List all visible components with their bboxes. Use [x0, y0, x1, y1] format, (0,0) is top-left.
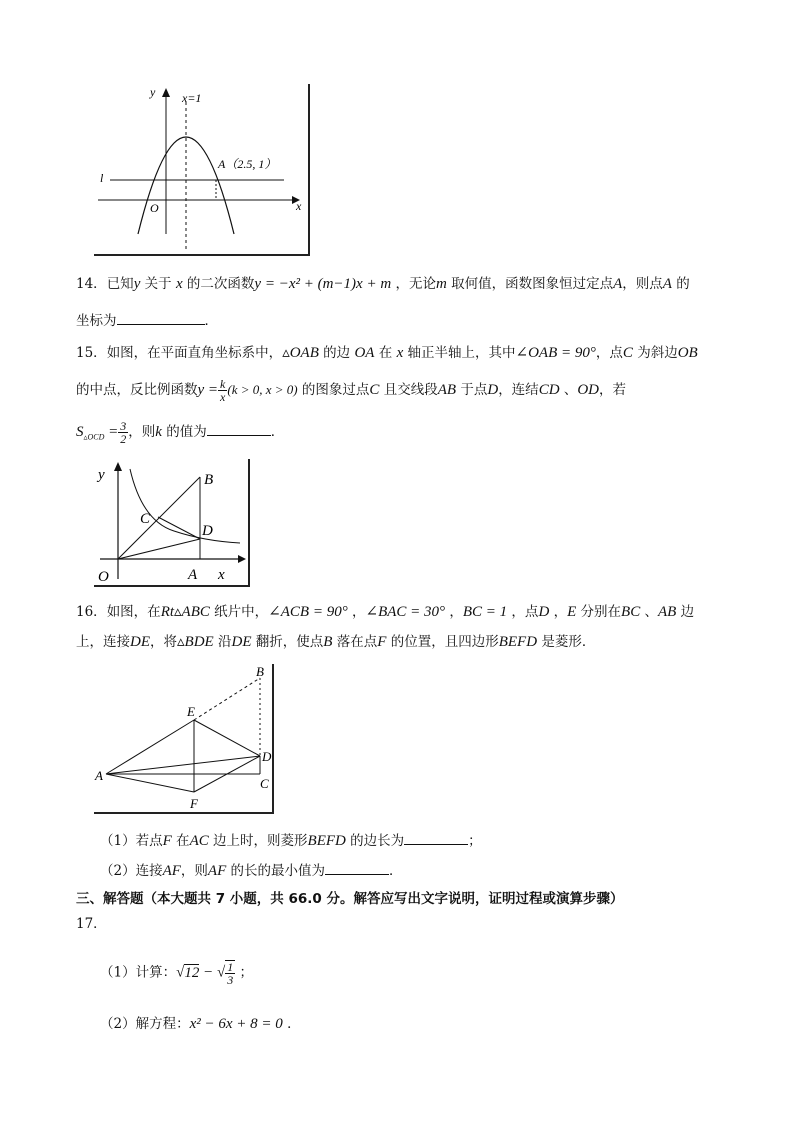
point-e-label: E [187, 704, 195, 719]
text: 沿 [213, 634, 232, 650]
parabola-graph [94, 84, 308, 254]
math: BEFD [307, 833, 346, 849]
math: F [162, 833, 172, 849]
text: 落在点 [332, 634, 378, 650]
sqrt-sign: √ [176, 964, 185, 981]
symmetry-axis-label: x=1 [182, 91, 202, 105]
q14-line2 [76, 310, 218, 331]
text: 且交线段 [379, 382, 438, 398]
figure-q15 [94, 459, 250, 587]
text: 在 [374, 345, 397, 361]
point-a-label: A [95, 768, 103, 783]
text: 、 [640, 604, 659, 620]
math: Rt▵ABC [160, 604, 210, 620]
text: ，则 [128, 424, 156, 440]
text: ， [347, 604, 366, 620]
answer-blank[interactable] [117, 310, 205, 325]
text: 如图，在平面直角坐标系中， [106, 345, 283, 361]
math: (k > 0, x > 0) [227, 382, 298, 397]
text: 的边长为 [345, 833, 405, 849]
math: = [104, 424, 119, 440]
numerator: 3 [120, 419, 127, 433]
math: ▵BDE [177, 634, 214, 650]
point-f-label: F [190, 796, 198, 811]
q16-sub1 [100, 830, 482, 851]
sqrt-sign: √ [216, 964, 226, 981]
origin-label: O [150, 201, 159, 215]
question-number: 14． [76, 276, 107, 292]
question-number: 16． [76, 604, 107, 620]
math: DE [130, 634, 150, 650]
text: 边上时，则菱形 [208, 833, 308, 849]
fraction [225, 960, 235, 986]
text: 的长的最小值为 [226, 863, 326, 879]
fraction [118, 420, 128, 445]
text: （1）计算： [100, 964, 177, 981]
text: 的 [671, 276, 690, 292]
var-y: y [133, 276, 141, 292]
text: 取何值，函数图象恒过定点 [446, 276, 614, 292]
math: BC = 1 [462, 604, 508, 620]
q16-sub2 [100, 860, 403, 881]
text: 上，连接 [76, 634, 130, 650]
text: ； [468, 833, 482, 849]
text: 轴正半轴上，其中 [403, 345, 516, 361]
radicand: 12 [184, 964, 200, 981]
var-x: x [175, 276, 183, 292]
denominator: 2 [120, 432, 127, 446]
math: S [76, 424, 84, 440]
text: 、 [559, 382, 578, 398]
text: 关于 [140, 276, 176, 292]
text: 的图象过点 [297, 382, 370, 398]
fraction [218, 378, 227, 403]
text: 纸片中， [209, 604, 269, 620]
q16-line2 [76, 632, 595, 652]
text: ． [204, 313, 218, 329]
text: ，点 [595, 345, 623, 361]
text: ； [235, 964, 253, 981]
math: ∠ACB = 90° [268, 604, 348, 620]
math: C [369, 382, 380, 398]
text: （2）连接 [100, 863, 163, 879]
point-a-label: A [188, 567, 198, 583]
math: AC [189, 833, 209, 849]
text: ． [389, 863, 403, 879]
var-a: A [613, 276, 623, 292]
text: ，无论 [391, 276, 436, 292]
text: ． [282, 1016, 301, 1032]
point-b-label: B [256, 664, 264, 679]
text: 如图，在 [106, 604, 161, 620]
math: AB [658, 604, 677, 620]
math: OD [577, 382, 599, 398]
math: y = [197, 382, 219, 398]
point-b-label: B [204, 472, 214, 488]
q15-graph [94, 459, 248, 585]
text: 的二次函数 [182, 276, 255, 292]
origin-label: O [98, 569, 109, 585]
text: 分别在 [576, 604, 622, 620]
q16-graph [94, 664, 272, 812]
math: BC [621, 604, 641, 620]
var-a: A [662, 276, 672, 292]
math: D [487, 382, 499, 398]
math: DE [231, 634, 252, 650]
var-m: m [435, 276, 447, 292]
math: B [323, 634, 333, 650]
math: x [396, 345, 404, 361]
math: AF [207, 863, 227, 879]
q15-line3 [76, 420, 284, 448]
text: 的位置，且四边形 [386, 634, 499, 650]
text: 在 [171, 833, 190, 849]
q14-line1 [76, 274, 690, 294]
q15-line1 [76, 343, 698, 363]
text: ，点 [507, 604, 539, 620]
point-d-label: D [202, 523, 213, 539]
question-number: 15． [76, 345, 107, 361]
q17-sub2 [100, 1014, 301, 1034]
section-title: 三、解答题（本大题共 7 小题，共 66.0 分。解答应写出文字说明，证明过程或演算步骤） [76, 891, 624, 907]
answer-blank[interactable] [207, 421, 271, 436]
math: D [538, 604, 550, 620]
text: ，连结 [498, 382, 539, 398]
denominator: 3 [227, 973, 234, 987]
q17-sub1 [100, 960, 253, 986]
equation: x² − 6x + 8 = 0 [189, 1016, 283, 1032]
math: ∠BAC = 30° [365, 604, 446, 620]
text: （1）若点 [100, 833, 163, 849]
point-c-label: C [140, 511, 151, 527]
text: 为斜边 [632, 345, 678, 361]
math: ∠OAB = 90° [515, 345, 596, 361]
text: 是菱形． [537, 634, 596, 650]
text: 边 [676, 604, 695, 620]
figure-q16 [94, 664, 274, 814]
line-l-label: l [100, 171, 104, 185]
y-axis-label: y [150, 85, 156, 99]
math: BEFD [498, 634, 538, 650]
y-axis-label: y [98, 467, 105, 483]
math: CD [538, 382, 560, 398]
text: 的值为 [161, 424, 207, 440]
quadratic-formula: y = −x² + (m−1)x + m [254, 276, 392, 292]
text: ，将 [150, 634, 177, 650]
q15-line2 [76, 378, 626, 403]
point-d-label: D [262, 749, 272, 764]
denominator: x [220, 390, 226, 404]
text: 已知 [106, 276, 134, 292]
text: 于点 [456, 382, 488, 398]
point-c-label: C [260, 776, 269, 791]
math: k [155, 424, 162, 440]
math: C [622, 345, 633, 361]
text: 翻折，使点 [251, 634, 324, 650]
math: ▵OCD [83, 432, 105, 442]
math: OA [354, 345, 375, 361]
numerator: k [220, 377, 226, 391]
math: OB [677, 345, 698, 361]
x-axis-label: x [296, 199, 302, 213]
text: ，则点 [622, 276, 663, 292]
point-a-label: A（2.5, 1） [218, 157, 277, 171]
text: 的边 [318, 345, 355, 361]
text: （2）解方程： [100, 1016, 190, 1032]
text: 坐标为 [76, 313, 117, 329]
math: AB [437, 382, 457, 398]
numerator: 1 [227, 960, 234, 974]
text: ， [445, 604, 463, 620]
x-axis-label: x [218, 567, 225, 583]
figure-parabola [94, 84, 310, 256]
text: 的中点，反比例函数 [76, 382, 198, 398]
text: ， [549, 604, 568, 620]
text: ． [270, 424, 285, 440]
q16-line1 [76, 602, 694, 622]
math: F [377, 634, 387, 650]
text: ，若 [599, 382, 626, 398]
text: ，则 [180, 863, 208, 879]
q17-number: 17． [76, 916, 107, 932]
math: − [199, 964, 217, 981]
answer-blank[interactable] [325, 860, 389, 875]
answer-blank[interactable] [404, 830, 468, 845]
math: AF [162, 863, 181, 879]
math: E [567, 604, 577, 620]
math: ▵OAB [282, 345, 319, 361]
